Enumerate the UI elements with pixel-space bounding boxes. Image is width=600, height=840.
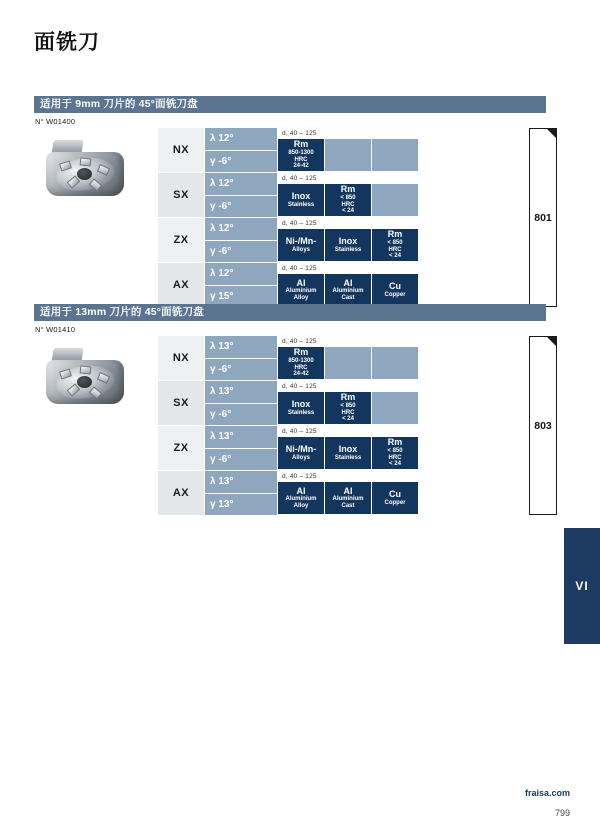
- section-header: 适用于 13mm 刀片的 45°面铣刀盘: [34, 304, 546, 321]
- page-reference-number: 801: [534, 211, 552, 224]
- geometry-code: AX: [158, 471, 204, 515]
- material-line: HRC: [294, 156, 308, 163]
- page-reference-tab[interactable]: [529, 128, 557, 307]
- material-line: < 850: [340, 195, 356, 202]
- material-line: Cast: [341, 502, 355, 509]
- lambda-angle: λ 12°: [205, 218, 277, 240]
- dimension-and-materials: [278, 471, 418, 515]
- lambda-angle: λ 12°: [205, 173, 277, 195]
- geometry-code: ZX: [158, 426, 204, 470]
- material-cell: [278, 437, 324, 469]
- material-cell-empty: [325, 347, 371, 379]
- material-line: Rm: [293, 347, 309, 358]
- diameter-range: d, 40 – 125: [278, 426, 418, 437]
- section-body: [34, 336, 552, 515]
- diameter-range: d, 40 – 125: [278, 263, 418, 274]
- diameter-range: d, 40 – 125: [278, 218, 418, 229]
- material-line: Ni-/Mn-: [285, 443, 317, 454]
- product-matrix: [158, 128, 418, 307]
- geometry-code: AX: [158, 263, 204, 307]
- material-cells: [278, 229, 418, 261]
- material-line: Al: [343, 485, 353, 496]
- material-cell: [372, 482, 418, 514]
- material-cell: [325, 229, 371, 261]
- material-line: Cast: [341, 294, 355, 301]
- angle-group: [205, 471, 277, 515]
- material-cell: [325, 274, 371, 306]
- geometry-code: ZX: [158, 218, 204, 262]
- material-cells: [278, 437, 418, 469]
- material-line: Stainless: [334, 246, 362, 253]
- section-header: 适用于 9mm 刀片的 45°面铣刀盘: [34, 96, 546, 113]
- material-line: Aluminium: [285, 288, 317, 295]
- gamma-angle: γ -6°: [205, 449, 277, 471]
- material-line: Copper: [384, 291, 406, 298]
- milling-cutter-icon: [44, 136, 136, 200]
- material-cells: [278, 184, 418, 216]
- corner-marker-icon: [547, 337, 556, 346]
- gamma-angle: γ -6°: [205, 404, 277, 426]
- dimension-and-materials: [278, 426, 418, 470]
- diameter-range: d, 40 – 125: [278, 128, 418, 139]
- material-line: < 24: [389, 461, 401, 468]
- matrix-row[interactable]: [158, 471, 418, 515]
- matrix-row[interactable]: [158, 426, 418, 470]
- tool-photo: [36, 130, 146, 206]
- material-cell-empty: [372, 392, 418, 424]
- gamma-angle: γ -6°: [205, 196, 277, 218]
- matrix-row[interactable]: [158, 128, 418, 172]
- material-line: Inox: [291, 190, 311, 201]
- dimension-and-materials: [278, 173, 418, 217]
- dimension-and-materials: [278, 381, 418, 425]
- matrix-row[interactable]: [158, 336, 418, 380]
- matrix-row[interactable]: [158, 218, 418, 262]
- diameter-range: d, 40 – 125: [278, 173, 418, 184]
- angle-group: [205, 426, 277, 470]
- material-line: HRC: [388, 454, 402, 461]
- gamma-angle: γ -6°: [205, 359, 277, 381]
- milling-cutter-icon: [44, 344, 136, 408]
- footer-url[interactable]: fraisa.com: [524, 788, 570, 798]
- material-cell: [278, 482, 324, 514]
- material-cell-empty: [372, 139, 418, 171]
- lambda-angle: λ 13°: [205, 471, 277, 493]
- diameter-range: d, 40 – 125: [278, 336, 418, 347]
- material-line: Aluminium: [332, 496, 364, 503]
- product-matrix: [158, 336, 418, 515]
- product-reference-number: N° W01410: [35, 325, 76, 334]
- geometry-code: NX: [158, 128, 204, 172]
- material-cell: [325, 482, 371, 514]
- geometry-code: SX: [158, 173, 204, 217]
- dimension-and-materials: [278, 218, 418, 262]
- material-line: < 24: [342, 416, 354, 423]
- material-line: Ni-/Mn-: [285, 235, 317, 246]
- material-line: 850-1300: [288, 358, 314, 365]
- product-section: [34, 304, 552, 515]
- material-line: Cu: [389, 280, 401, 291]
- angle-group: [205, 128, 277, 172]
- angle-group: [205, 381, 277, 425]
- material-cell-empty: [372, 347, 418, 379]
- gamma-angle: γ -6°: [205, 151, 277, 173]
- material-line: HRC: [341, 201, 355, 208]
- material-line: Alloys: [291, 454, 310, 461]
- material-line: Rm: [340, 184, 356, 195]
- section-body: [34, 128, 552, 307]
- material-line: 24-42: [293, 163, 309, 170]
- page-title: 面铣刀: [34, 31, 100, 54]
- material-line: Alloys: [291, 246, 310, 253]
- material-cell: [372, 274, 418, 306]
- product-section: [34, 96, 552, 307]
- material-cell-empty: [325, 139, 371, 171]
- material-line: Al: [343, 277, 353, 288]
- material-line: < 24: [389, 253, 401, 260]
- material-line: Cu: [389, 488, 401, 499]
- material-line: 24-42: [293, 371, 309, 378]
- product-reference-number: N° W01400: [35, 117, 76, 126]
- material-cell: [278, 347, 324, 379]
- dimension-and-materials: [278, 128, 418, 172]
- material-cells: [278, 139, 418, 171]
- material-line: < 24: [342, 208, 354, 215]
- material-line: Stainless: [287, 201, 315, 208]
- geometry-code: SX: [158, 381, 204, 425]
- material-line: Inox: [338, 443, 358, 454]
- material-cells: [278, 347, 418, 379]
- material-cell: [372, 229, 418, 261]
- dimension-and-materials: [278, 263, 418, 307]
- lambda-angle: λ 12°: [205, 128, 277, 150]
- material-line: 850-1300: [288, 150, 314, 157]
- material-line: Al: [296, 485, 306, 496]
- footer-page-number: 799: [554, 808, 570, 818]
- material-cells: [278, 274, 418, 306]
- material-cell-empty: [372, 184, 418, 216]
- material-line: < 850: [387, 448, 403, 455]
- material-line: Alloy: [293, 502, 309, 509]
- material-cell: [278, 392, 324, 424]
- material-cells: [278, 392, 418, 424]
- gamma-angle: γ -6°: [205, 241, 277, 263]
- dimension-and-materials: [278, 336, 418, 380]
- lambda-angle: λ 13°: [205, 381, 277, 403]
- material-cell: [278, 274, 324, 306]
- material-line: Stainless: [334, 454, 362, 461]
- page-reference-number: 803: [534, 419, 552, 432]
- material-cells: [278, 482, 418, 514]
- material-line: HRC: [388, 246, 402, 253]
- material-cell: [278, 184, 324, 216]
- angle-group: [205, 263, 277, 307]
- material-cell: [325, 437, 371, 469]
- lambda-angle: λ 13°: [205, 426, 277, 448]
- material-line: Inox: [338, 235, 358, 246]
- material-line: Rm: [387, 229, 403, 240]
- diameter-range: d, 40 – 125: [278, 381, 418, 392]
- angle-group: [205, 336, 277, 380]
- chapter-tab[interactable]: VI: [564, 528, 600, 644]
- angle-group: [205, 218, 277, 262]
- material-line: Stainless: [287, 409, 315, 416]
- geometry-code: NX: [158, 336, 204, 380]
- material-cell: [278, 139, 324, 171]
- material-line: Aluminium: [332, 288, 364, 295]
- material-line: < 850: [340, 403, 356, 410]
- matrix-row[interactable]: [158, 173, 418, 217]
- material-cell: [372, 437, 418, 469]
- gamma-angle: γ 15°: [205, 286, 277, 308]
- matrix-row[interactable]: [158, 263, 418, 307]
- lambda-angle: λ 13°: [205, 336, 277, 358]
- material-line: Al: [296, 277, 306, 288]
- diameter-range: d, 40 – 125: [278, 471, 418, 482]
- matrix-row[interactable]: [158, 381, 418, 425]
- material-cell: [278, 229, 324, 261]
- material-line: Aluminium: [285, 496, 317, 503]
- material-line: < 850: [387, 240, 403, 247]
- material-cell: [325, 184, 371, 216]
- material-line: Rm: [293, 139, 309, 150]
- material-line: Inox: [291, 398, 311, 409]
- material-line: Rm: [340, 392, 356, 403]
- material-line: HRC: [341, 409, 355, 416]
- corner-marker-icon: [547, 129, 556, 138]
- gamma-angle: γ 13°: [205, 494, 277, 516]
- page-reference-tab[interactable]: [529, 336, 557, 515]
- material-line: Copper: [384, 499, 406, 506]
- material-line: Alloy: [293, 294, 309, 301]
- material-cell: [325, 392, 371, 424]
- tool-photo: [36, 338, 146, 414]
- angle-group: [205, 173, 277, 217]
- material-line: HRC: [294, 364, 308, 371]
- material-line: Rm: [387, 437, 403, 448]
- lambda-angle: λ 12°: [205, 263, 277, 285]
